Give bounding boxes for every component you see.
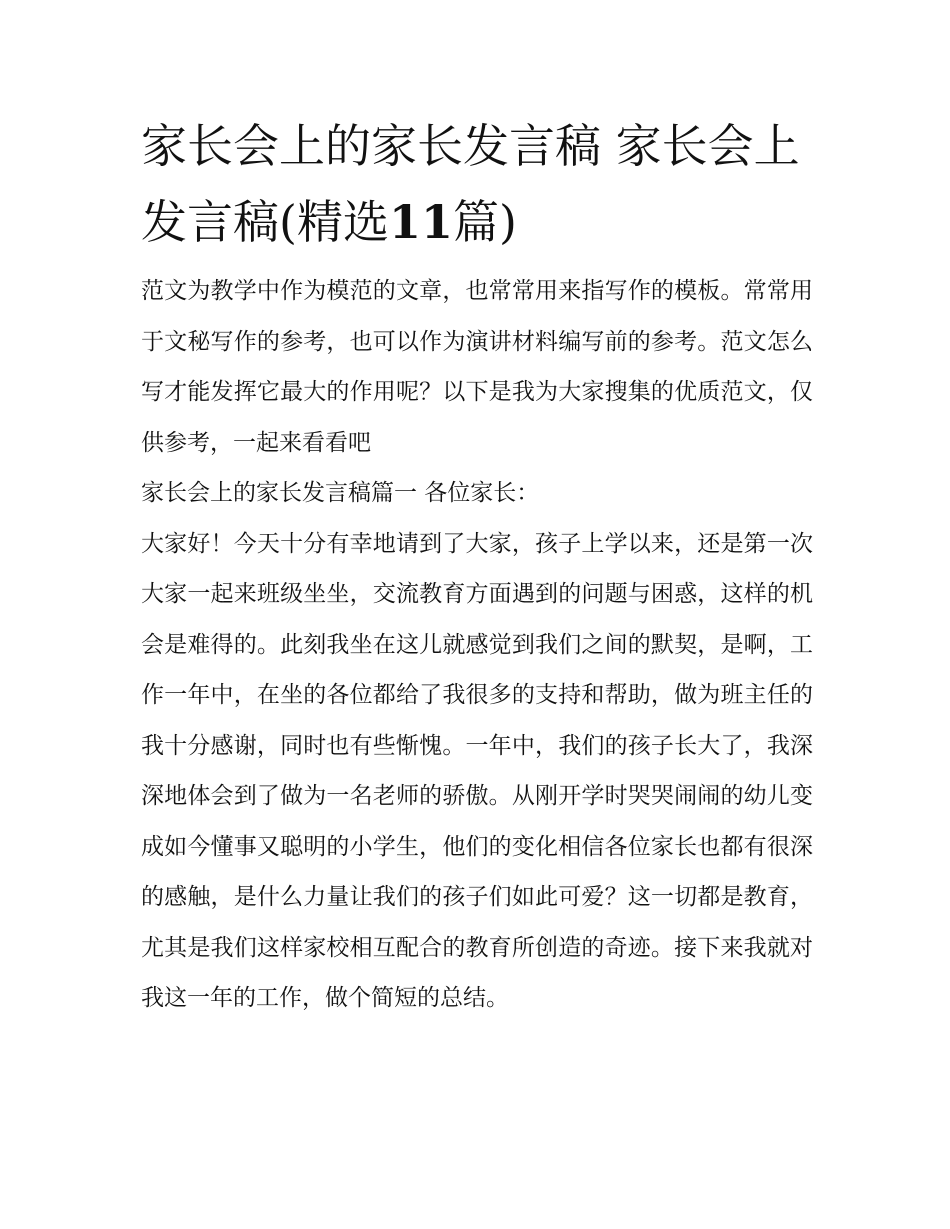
document-title: [141, 108, 813, 260]
section-heading-paragraph: 家长会上的家长发言稿篇一 各位家长：: [141, 480, 540, 506]
document-content: [141, 108, 813, 1024]
title-text: 家长会上的家长发言稿 家长会上发言稿(精选: [141, 119, 800, 249]
speech-paragraph: 大家好！今天十分有幸地请到了大家，孩子上学以来，还是第一次大家一起来班级坐坐，交流教育方面遇到的问题与困惑，这样的机会是难得的。此刻我坐在这儿就感觉到我们之间的默契，是啊，工作一年中，在坐的各位都给了我很多的支持和帮助，做为班主任的我十分感谢，同时也有些惭愧。一年中，我们的孩子长大了，我深深地体会到了做为一名老师的骄傲。从刚开学时哭哭闹闹的幼儿变成如今懂事又聪明的小学生，他们的变化相信各位家长也都有很深的感触，是什么力量让我们的孩子们如此可爱？这一切都是教育，尤其是我们这样家校相互配合的教育所创造的奇迹。接下来我就对我这一年的工作，做个简短的总结。: [141, 530, 813, 1011]
title-number: 11: [388, 195, 453, 249]
document-body: [141, 266, 813, 1024]
intro-paragraph: 范文为教学中作为模范的文章，也常常用来指写作的模板。常常用于文秘写作的参考，也可以作为演讲材料编写前的参考。范文怎么写才能发挥它最大的作用呢？以下是我为大家搜集的优质范文，仅供参考，一起来看看吧: [141, 278, 813, 456]
title-suffix: 篇): [452, 195, 517, 249]
